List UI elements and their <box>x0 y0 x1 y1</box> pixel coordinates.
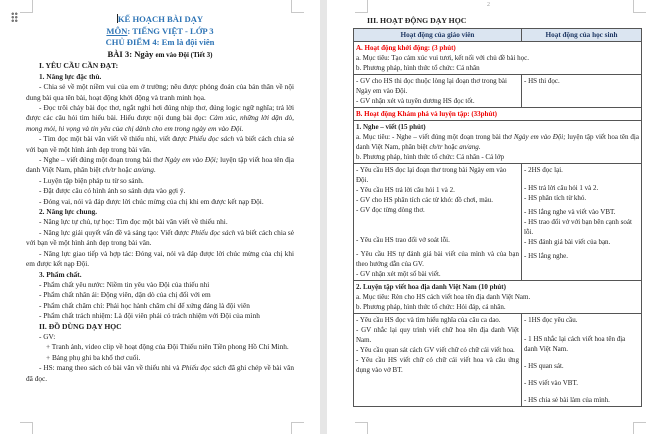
margin-corner-mark <box>20 422 33 434</box>
section-b1-cell[interactable] <box>354 121 642 164</box>
paragraph: - Phẩm chất yêu nước: Niềm tin yêu vào Đội của thiếu nhi <box>39 279 210 289</box>
student-step: - HS quan sát. <box>524 362 564 370</box>
student-cell[interactable] <box>522 314 642 407</box>
paragraph: - Năng lực tự chủ, tự học: Tìm đọc một bài văn viết về thiếu nhi. <box>39 217 228 227</box>
teacher-step: - Yêu cầu HS đọc lại đoạn thơ trong bài Ngày em vào Đội. <box>356 166 507 184</box>
column-header-teacher: Hoạt động của giáo viên <box>354 29 522 42</box>
student-step: - HS thi đọc. <box>524 77 560 85</box>
lesson-plan-title: KẾ HOẠCH BÀI DẠY <box>117 14 204 24</box>
margin-corner-mark <box>291 0 304 13</box>
activities-table[interactable] <box>353 28 642 407</box>
margin-corner-mark <box>291 422 304 434</box>
teacher-cell[interactable] <box>354 75 522 108</box>
student-step: - HS viết vào VBT. <box>524 379 578 387</box>
teacher-step: - Yêu cầu HS viết chữ có chữ cái viết hoa và câu ứng dụng vào vở BT. <box>356 356 519 374</box>
teacher-cell[interactable] <box>354 314 522 407</box>
margin-corner-mark <box>633 422 646 434</box>
teacher-step: - Yêu cầu HS đọc và tìm hiểu nghĩa của câu ca dao. <box>356 316 501 324</box>
paragraph: + Tranh ảnh, video clip về hoạt động của Đội Thiếu niên Tiền phong Hồ Chí Minh. <box>46 342 289 352</box>
student-step: - HS lắng nghe và viết vào VBT. <box>524 208 616 216</box>
section-a-method: b. Phương pháp, hình thức tổ chức: Cá nhân <box>356 64 480 72</box>
section-b2-cell[interactable] <box>354 281 642 314</box>
student-step: - HS đánh giá bài viết của bạn. <box>524 238 611 246</box>
section-b1-method: b. Phương pháp, hình thức tổ chức: Cá nhân - Cả lớp <box>356 153 505 161</box>
student-step: - HS lắng nghe. <box>524 252 568 260</box>
teacher-step: - GV đọc từng dòng thơ. <box>356 206 425 214</box>
lesson-title: BÀI 3: Ngày em vào Đội (Tiết 3) <box>107 48 213 59</box>
paragraph: - Đặt được câu có hình ảnh so sánh dựa vào gợi ý. <box>39 186 186 196</box>
section-b2-goal: a. Mục tiêu: Rèn cho HS cách viết hoa tên địa danh Việt Nam. <box>356 293 531 301</box>
section-teaching-materials: II. ĐỒ DÙNG DẠY HỌC <box>39 321 122 331</box>
teacher-step: - GV nhận xét một số bài viết. <box>356 270 441 278</box>
paragraph: - Luyện tập biện pháp tu từ so sánh. <box>39 175 144 185</box>
teacher-step: - GV nhận xét và tuyên dương HS đọc tốt. <box>356 97 475 105</box>
student-cell[interactable] <box>522 75 642 108</box>
topic-title: CHỦ ĐIỂM 4: Em là đội viên <box>105 37 215 48</box>
margin-corner-mark <box>355 0 368 13</box>
teacher-step: - Yêu cầu HS trả lời câu hỏi 1 và 2. <box>356 186 455 194</box>
student-cell[interactable] <box>522 164 642 281</box>
student-step: - 1HS đọc yêu cầu. <box>524 316 578 324</box>
paragraph: - Phẩm chất nhân ái: Động viên, dặn dò của chị đối với em <box>39 290 211 300</box>
section-b-title: B. Hoạt động Khám phá và luyện tập: (33phút) <box>356 110 498 118</box>
teacher-step: - Yêu cầu HS trao đổi vở soát lỗi. <box>356 236 450 244</box>
teacher-step: - GV cho HS phân tích các từ khó: đồ chơi, màu. <box>356 196 494 204</box>
student-step: - HS trả lời câu hỏi 1 và 2. <box>524 184 599 192</box>
paragraph: - Phẩm chất trách nhiệm: Là đội viên phải có trách nhiệm với Đội của mình <box>39 311 260 321</box>
section-a-goal: a. Mục tiêu: Tạo cảm xúc vui tươi, kết nối với chủ đề bài học. <box>356 54 529 62</box>
teacher-cell[interactable] <box>354 164 522 281</box>
column-header-student: Hoạt động của học sinh <box>522 29 642 42</box>
subsection-qualities: 3. Phẩm chất. <box>39 269 82 279</box>
paragraph: + Bảng phụ ghi ba khổ thơ cuối. <box>46 352 141 362</box>
student-step: - 2HS đọc lại. <box>524 166 563 174</box>
student-step: - HS phân tích từ khó. <box>524 194 587 202</box>
paragraph: - Năng lực giải quyết vấn đề và sáng tạo: Viết được Phiếu đọc sách và biết cách chia sẻ với bạn về một hình ảnh đẹp trong bài văn. <box>26 227 294 248</box>
paragraph: - HS: mang theo sách có bài văn về thiếu nhi và Phiếu đọc sách đã ghi chép về bài văn đã đọc. <box>26 363 294 383</box>
table-move-handle-icon[interactable] <box>11 12 18 22</box>
paragraph: - Đọc trôi chảy bài đọc thơ, ngắt nghỉ hơi đúng nhịp thơ, đúng logic ngữ nghĩa; trả lời được các câu hỏi tìm hiểu bài. Hiểu được nội dung bài đọc: Cảm xúc, những lời dặn dò, mong mỏi, hi vọng và tin yêu của chị dành cho em trong ngày em vào Đội. <box>26 103 294 133</box>
teacher-step: - Yêu cầu quan sát cách GV viết chữ có chữ cái viết hoa. <box>356 346 515 354</box>
document-page-1 <box>0 0 320 434</box>
subject-title: MÔN: TIẾNG VIỆT - LỚP 3 <box>106 25 214 36</box>
paragraph: - Nghe – viết đúng một đoạn trong bài thơ Ngày em vào Đội; luyện tập viết hoa tên địa danh Việt Nam, phân biệt ch/tr hoặc an/ang. <box>26 155 294 175</box>
paragraph: - Năng lực giao tiếp và hợp tác: Đóng vai, nói và đáp được lời chúc mừng của chị khi em được kết nạp Đội. <box>26 248 294 269</box>
section-a-title: A. Hoạt động khởi động: (3 phút) <box>356 44 456 52</box>
paragraph: - GV: <box>39 331 56 341</box>
section-b2-title: 2. Luyện tập viết hoa địa danh Việt Nam (10 phút) <box>356 283 506 291</box>
teacher-step: - GV nhắc lại quy trình viết chữ hoa tên địa danh Việt Nam. <box>356 326 519 344</box>
section-a-cell[interactable] <box>354 42 642 75</box>
paragraph: - Chia sẻ về một niềm vui của em ở trường; nêu được phỏng đoán của bản thân về nội dung bài qua tên bài, hoạt động khởi động và tranh minh họa. <box>26 82 294 102</box>
student-step: - HS chia sẻ bài làm của mình. <box>524 396 610 404</box>
section-b-cell[interactable] <box>354 108 642 121</box>
paragraph: - Phẩm chất chăm chỉ: Phải học hành chăm chỉ để xứng đáng là đội viên <box>39 300 250 310</box>
subsection-specific-competence: 1. Năng lực đặc thù. <box>39 71 102 81</box>
section-b2-method: b. Phương pháp, hình thức tổ chức: Hỏi đáp, cá nhân. <box>356 303 506 311</box>
paragraph: - Tìm đọc một bài văn viết về thiếu nhi, viết được Phiếu đọc sách và biết cách chia sẻ với bạn về một hình ảnh đẹp trong bài văn. <box>26 134 294 154</box>
teacher-step: - GV cho HS thi đọc thuộc lòng lại đoạn thơ trong bài Ngày em vào Đội. <box>356 77 507 95</box>
subsection-general-competence: 2. Năng lực chung. <box>39 207 98 217</box>
page-number: 2 <box>487 2 490 8</box>
paragraph: - Đóng vai, nói và đáp được lời chúc mừng của chị khi em được kết nạp Đội. <box>39 196 264 206</box>
section-activities: III. HOẠT ĐỘNG DẠY HỌC <box>367 16 467 25</box>
margin-corner-mark <box>355 422 368 434</box>
section-b1-title: 1. Nghe – viết (15 phút) <box>356 123 426 131</box>
margin-corner-mark <box>633 0 646 13</box>
page1-body[interactable] <box>26 14 294 384</box>
section-requirements: I. YÊU CẦU CẦN ĐẠT: <box>39 61 119 71</box>
teacher-step: - Yêu cầu HS tự đánh giá bài viết của mình và của bạn theo hướng dẫn của GV. <box>356 250 519 268</box>
margin-corner-mark <box>20 0 33 13</box>
student-step: - HS trao đổi vở với bạn bên cạnh soát lỗi. <box>524 218 632 236</box>
section-b1-goal: a. Mục tiêu: - Nghe – viết đúng một đoạn trong bài thơ Ngày em vào Đội; luyện tập viết hoa tên địa danh Việt Nam, phân biệt ch/tr hoặc an/ang. <box>356 133 639 151</box>
document-page-2 <box>327 0 650 434</box>
student-step: - 1 HS nhắc lại cách viết hoa tên địa danh Việt Nam. <box>524 335 626 353</box>
